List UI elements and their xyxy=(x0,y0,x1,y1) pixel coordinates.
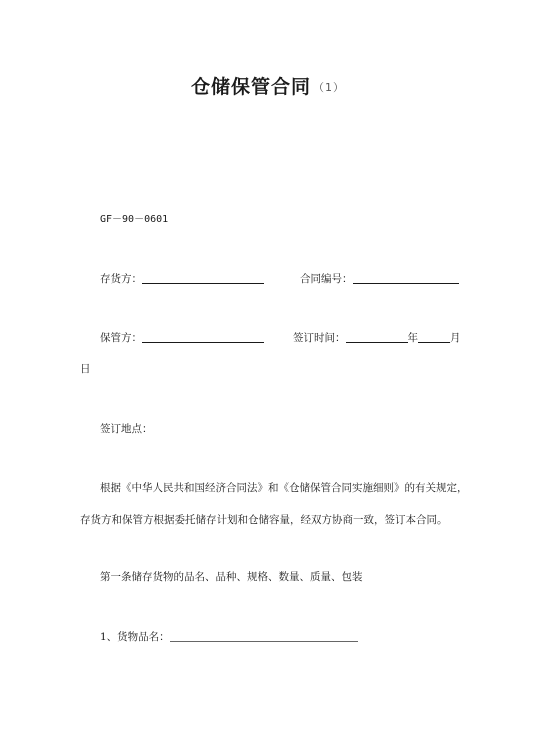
sign-time-line xyxy=(293,331,461,345)
month-blank[interactable] xyxy=(418,332,450,343)
depositor-line xyxy=(100,272,264,286)
item1-blank[interactable] xyxy=(170,631,358,642)
sign-place-line xyxy=(100,422,153,436)
contract-no-label: 合同编号： xyxy=(300,273,353,285)
month-label: 月 xyxy=(450,332,461,344)
custodian-label: 保管方： xyxy=(100,332,142,344)
year-blank[interactable] xyxy=(346,332,408,343)
contract-no-blank[interactable] xyxy=(353,273,459,284)
intro-line-2: 存货方和保管方根据委托储存计划和仓储容量，经双方协商一致，签订本合同。 xyxy=(80,514,448,526)
contract-no-line xyxy=(300,272,459,286)
year-label: 年 xyxy=(407,332,418,344)
custodian-line xyxy=(100,331,264,345)
contract-code: GF－90－0601 xyxy=(100,214,169,225)
day-label: 日 xyxy=(80,363,91,375)
item1-label: 1、货物品名： xyxy=(100,631,170,643)
item1-line xyxy=(100,630,358,644)
document-title xyxy=(0,72,536,99)
article1-title: 第一条储存货物的品名、品种、规格、数量、质量、包装 xyxy=(100,571,363,583)
intro-line-1: 根据《中华人民共和国经济合同法》和《仓储保管合同实施细则》的有关规定， xyxy=(100,482,468,494)
sign-time-label: 签订时间： xyxy=(293,332,346,344)
custodian-blank[interactable] xyxy=(142,332,264,343)
sign-place-label: 签订地点： xyxy=(100,423,153,435)
title-suffix: （1） xyxy=(313,81,345,94)
title-text: 仓储保管合同 xyxy=(190,76,311,98)
depositor-blank[interactable] xyxy=(142,273,264,284)
depositor-label: 存货方： xyxy=(100,273,142,285)
